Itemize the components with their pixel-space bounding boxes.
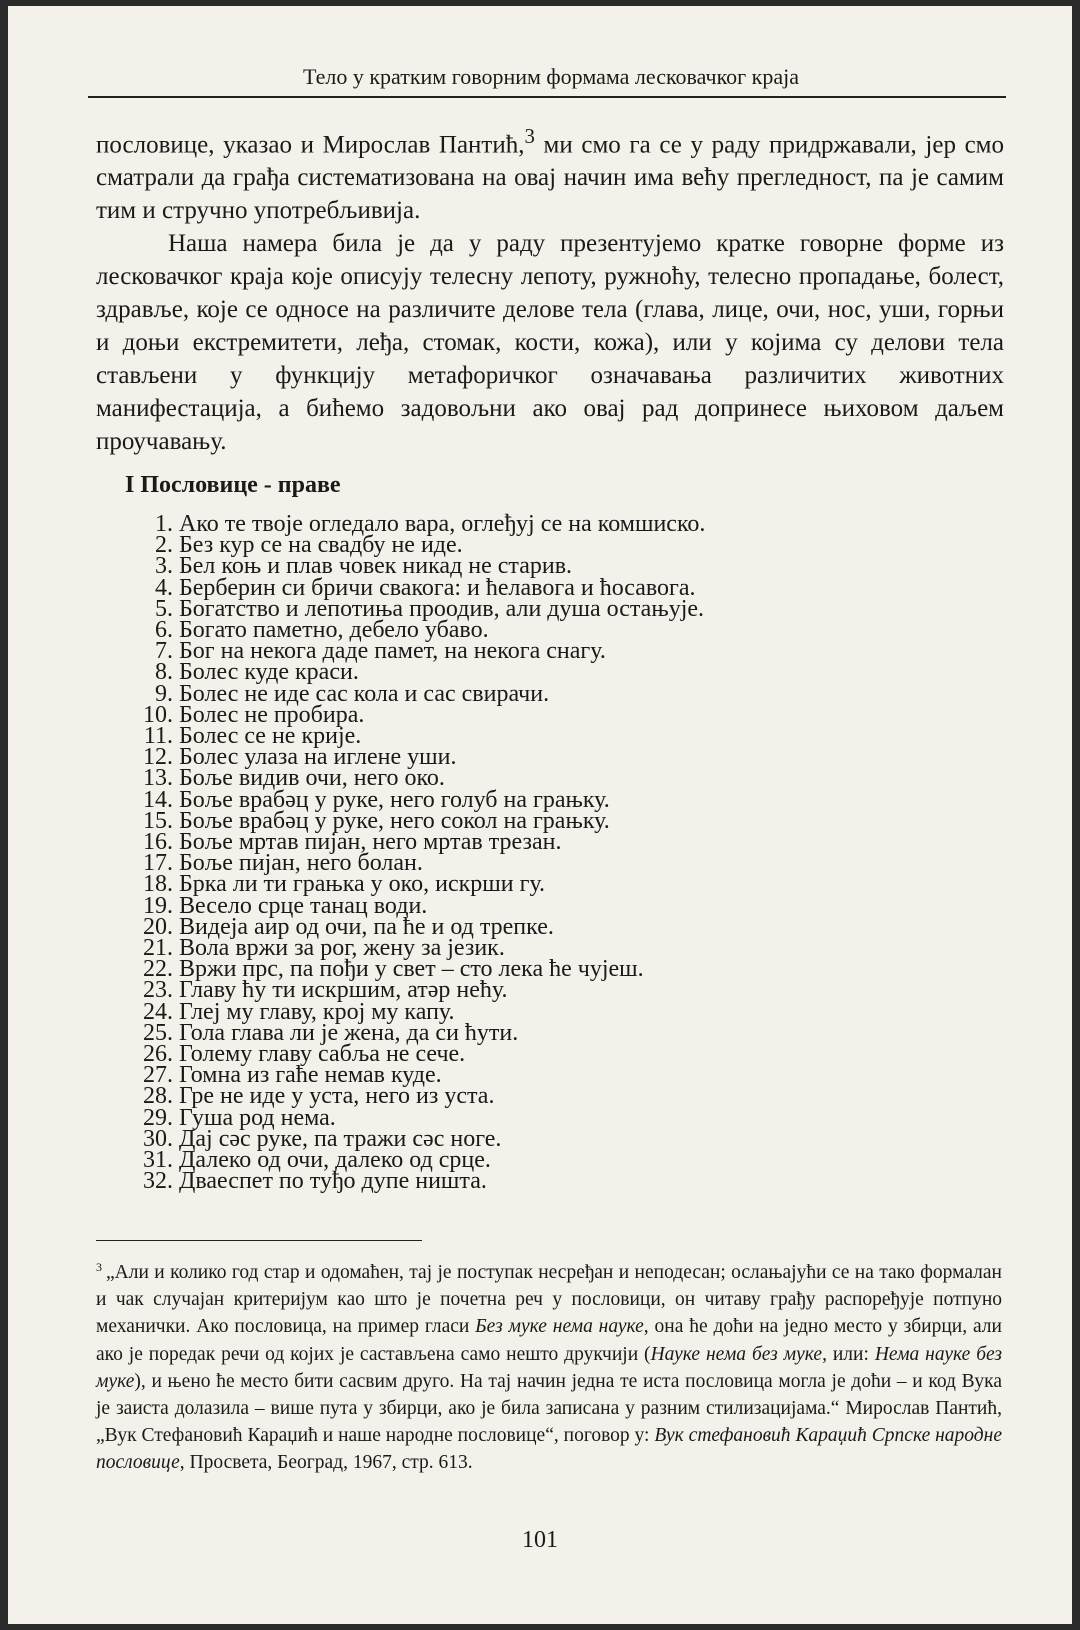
proverb-number: 16.	[143, 829, 173, 856]
proverb-number: 13.	[143, 765, 173, 792]
proverb-text: Болес се не крије.	[179, 723, 362, 750]
proverb-number: 31.	[143, 1147, 173, 1174]
proverb-text: Гола глава ли је жена, да си ћути.	[179, 1019, 519, 1046]
footnote-rule	[96, 1240, 422, 1241]
proverb-number: 21.	[143, 935, 173, 962]
footnote: $^3$ „Али и колико год стар и одомаћен, тај је поступак несређан и неподесан; ослањајући се на тако формалан и чак случајан критеријум као што је почетна реч у пословици, он читаву грађу распоређује потпуно механички. Ако пословица, на пример гласи Без муке нема науке, она ће доћи на једно место у збирци, али ако је поредак речи од којих је састављена само нешто друкчији (Науке нема без муке, или: Нема науке без муке), и њено ће место бити сасвим друго. На тај начин једна те иста пословица могла је доћи – и код Вука је заиста долазила – више пута у збирци, ако је била записана у разним стилизацијама.“ Мирослав Пантић, „Вук Стефановић Караџић и наше народне пословице“, поговор у: Вук стефановић Караџић Српске народне пословице, Просвета, Београд, 1967, стр. 613.	[96, 1260, 1003, 1474]
proverb-text: Богатство и лепотиња проодив, али душа остањује.	[179, 595, 705, 622]
proverb-number: 17.	[143, 850, 173, 877]
proverb-text: Гуша род нема.	[179, 1104, 336, 1131]
proverb-text: Весело срце танац води.	[179, 892, 428, 919]
book-page	[8, 6, 1072, 1624]
footnote-ref: 3	[524, 124, 535, 148]
proverb-text: Гомна из гаће немав куде.	[179, 1062, 442, 1089]
section-title: I Пословице - праве	[125, 472, 341, 498]
proverb-number: 32.	[143, 1168, 173, 1195]
proverb-number: 20.	[143, 913, 173, 940]
running-title: Тело у кратким говорним формама лесковачког краја	[303, 64, 799, 89]
proverb-number: 24.	[143, 998, 173, 1025]
proverb-number: 28.	[143, 1083, 173, 1110]
proverb-text: Болес улаза на иглене уши.	[179, 744, 457, 771]
proverb-number: 7.	[155, 638, 173, 665]
proverb-number: 27.	[143, 1062, 173, 1089]
proverb-number: 2.	[155, 532, 173, 559]
proverb-number: 11.	[143, 723, 173, 750]
footnote-marker: 3	[96, 1260, 102, 1274]
proverb-number: 19.	[143, 892, 173, 919]
proverb-number: 29.	[143, 1104, 173, 1131]
proverb-number: 6.	[155, 617, 173, 644]
proverb-text: Без кур се на свадбу не иде.	[179, 532, 463, 559]
proverb-number: 9.	[155, 680, 173, 707]
page-number: 101	[522, 1527, 558, 1553]
proverb-text: Дај сәс руке, па тражи сәс ноге.	[179, 1125, 502, 1152]
proverb-number: 5.	[155, 595, 173, 622]
proverb-text: Берберин си бричи свакога: и ћелавога и ћосавога.	[179, 574, 696, 601]
proverb-text: Вржи прс, па пођи у свет – сто лека ће чујеш.	[179, 956, 644, 983]
proverb-number: 14.	[143, 786, 173, 813]
proverb-text: Вола вржи за рог, жену за језик.	[179, 935, 505, 962]
proverb-text: Главу ћу ти искршим, атәр нећу.	[179, 977, 508, 1004]
proverb-text: Бел коњ и плав човек никад не старив.	[179, 553, 573, 580]
proverb-text: Боље пијан, него болан.	[179, 850, 423, 877]
proverb-text: Боље врабәц у руке, него голуб на грањку.	[179, 786, 610, 813]
proverb-text: Боље врабәц у руке, него сокол на грањку.	[179, 807, 610, 834]
proverb-text: Боље мртав пијан, него мртав трезан.	[179, 829, 562, 856]
proverb-text: Болес куде краси.	[179, 659, 359, 686]
proverb-number: 10.	[143, 701, 173, 728]
body-text	[96, 120, 1004, 458]
proverb-item	[123, 1168, 705, 1195]
proverb-number: 30.	[143, 1125, 173, 1152]
proverb-text: Боље видив очи, него око.	[179, 765, 445, 792]
proverb-text: Глеј му главу, крој му капу.	[179, 998, 455, 1025]
proverb-number: 23.	[143, 977, 173, 1004]
paragraph-2: Наша намера била је да у раду презентујемо кратке говорне форме из лесковачког краја које описују телесну лепоту, ружноћу, телесно пропадање, болест, здравље, које се односе на различите делове тела (глава, лице, очи, нос, уши, горњи и доњи екстремитети, леђа, стомак, кости, кожа), или у којима су делови тела стављени у функцију метафоричког означавања различитих животних манифестација, а бићемо задовољни ако овај рад допринесе њиховом даљем проучавању.	[96, 230, 1004, 456]
proverb-number: 3.	[155, 553, 173, 580]
proverb-text: Болес не пробира.	[179, 701, 365, 728]
proverb-number: 18.	[143, 871, 173, 898]
paragraph-1: пословице, указао и Мирослав Пантић,$^3$ ми смо га се у раду придржавали, јер смо сматрали да грађа систематизована на овај начин има већу прегледност, па је самим тим и стручно употребљивија.	[96, 124, 1004, 225]
proverb-number: 4.	[155, 574, 173, 601]
proverb-text: Дваеспет по туђо дупе ништа.	[179, 1168, 487, 1195]
proverb-text: Далеко од очи, далеко од срце.	[179, 1147, 491, 1174]
proverb-number: 25.	[143, 1019, 173, 1046]
proverb-text: Ако те твоје огледало вара, оглеђуј се на комшиско.	[179, 511, 706, 537]
proverb-text: Болес не иде сас кола и сас свирачи.	[179, 680, 550, 707]
proverb-text: Брка ли ти грањка у око, искрши гу.	[179, 871, 546, 898]
proverb-number: 1.	[155, 511, 173, 537]
proverb-text: Гре не иде у уста, него из уста.	[179, 1083, 495, 1110]
proverb-number: 22.	[143, 956, 173, 983]
proverb-number: 8.	[155, 659, 173, 686]
proverb-text: Бог на некога даде памет, на некога снагу.	[179, 638, 606, 665]
proverb-list	[123, 511, 706, 1195]
proverb-text: Голему главу сабља не сече.	[179, 1041, 466, 1068]
proverb-number: 15.	[143, 807, 173, 834]
proverb-number: 26.	[143, 1041, 173, 1068]
proverb-text: Видеја аир од очи, па ће и од трепке.	[179, 913, 554, 940]
proverb-number: 12.	[143, 744, 173, 771]
proverb-text: Богато паметно, дебело убаво.	[179, 617, 489, 644]
header-rule	[88, 96, 1006, 98]
